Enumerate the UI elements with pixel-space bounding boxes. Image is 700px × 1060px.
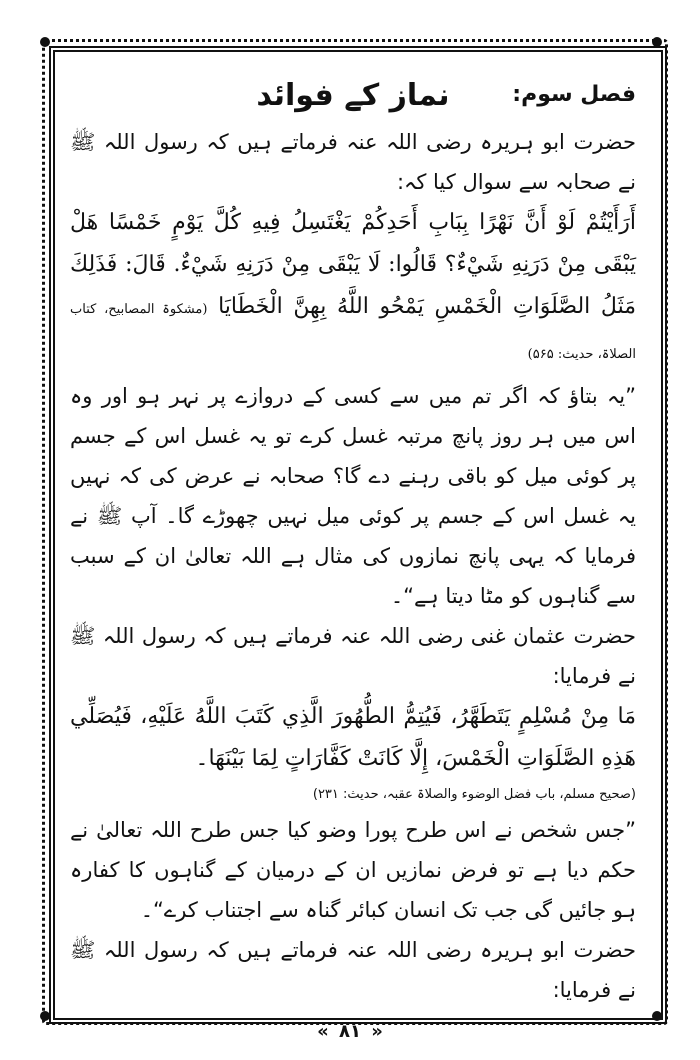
page-number-footer — [0, 1021, 700, 1042]
ornament-right: » — [371, 1021, 383, 1042]
urdu-translation-2: ”جس شخص نے اس طرح پورا وضو کیا جس طرح اللہ تعالیٰ نے حکم دیا ہے تو فرض نمازیں ان کے درمیان کے گناہوں کا کفارہ ہو جائیں گی جب تک انسان کبائر گناہ سے اجتناب کرے“۔ — [70, 818, 636, 922]
hadith-intro-1: حضرت ابو ہریرہ رضی اللہ عنہ فرماتے ہیں کہ رسول اللہ ﷺ نے صحابہ سے سوال کیا کہ: — [70, 130, 636, 194]
section-title: نماز کے فوائد — [256, 78, 450, 113]
corner-ornament — [652, 1011, 662, 1021]
corner-ornament — [40, 1011, 50, 1021]
corner-ornament — [40, 37, 50, 47]
ornament-left: « — [317, 1021, 329, 1042]
heading-row — [70, 78, 636, 122]
corner-ornament — [652, 37, 662, 47]
arabic-hadith-2: مَا مِنْ مُسْلِمٍ يَتَطَهَّرُ، فَيُتِمُّ الطُّهُورَ الَّذِي كَتَبَ اللَّهُ عَلَيْهِ، فَيُصَلِّي هَذِهِ الصَّلَوَاتِ الْخَمْسَ، إِلَّا كَانَتْ كَفَّارَاتٍ لِمَا بَيْنَهَا۔ — [70, 704, 637, 771]
hadith-intro-2: حضرت عثمان غنی رضی اللہ عنہ فرماتے ہیں کہ رسول اللہ ﷺ نے فرمایا: — [70, 624, 636, 688]
page-number: ۸۱ — [339, 1021, 361, 1042]
arabic-hadith-1 — [70, 202, 636, 376]
hadith-reference-2: (صحیح مسلم، باب فضل الوضوء والصلاۃ عقبہ، حدیث: ۲۳۱) — [312, 787, 636, 802]
section-label: فصل سوم: — [512, 82, 636, 107]
hadith-reference-1: (مشکوۃ المصابیح، کتاب الصلاۃ، حدیث: ۵۶۵) — [70, 302, 636, 362]
urdu-translation-1: ”یہ بتاؤ کہ اگر تم میں سے کسی کے دروازے پر نہر ہو اور وہ اس میں ہر روز پانچ مرتبہ غسل کرے تو یہ غسل اس کے جسم پر کوئی میل کو باقی رہنے دے گا؟ صحابہ نے عرض کی کہ نہیں یہ غسل اس کے جسم پر کوئی میل نہیں چھوڑے گا۔ آپ ﷺ نے فرمایا کہ یہی پانچ نمازوں کی مثال ہے اللہ تعالیٰ ان کے سبب سے گناہوں کو مٹا دیتا ہے“۔ — [70, 384, 636, 608]
page-content — [70, 78, 637, 1002]
hadith-intro-3: حضرت ابو ہریرہ رضی اللہ عنہ فرماتے ہیں کہ رسول اللہ ﷺ نے فرمایا: — [70, 938, 636, 1002]
arabic-text: أَرَأَيْتُمْ لَوْ أَنَّ نَهْرًا بِبَابِ أَحَدِكُمْ يَغْتَسِلُ فِيهِ كُلَّ يَوْمٍ خَمْسًا هَلْ يَبْقَى مِنْ دَرَنِهِ شَيْءٌ؟ قَالُوا: لَا يَبْقَى مِنْ دَرَنِهِ شَيْءٌ. قَالَ: فَذَلِكَ مَثَلُ الصَّلَوَاتِ الْخَمْسِ يَمْحُو اللَّهُ بِهِنَّ الْخَطَايَا — [70, 210, 637, 319]
